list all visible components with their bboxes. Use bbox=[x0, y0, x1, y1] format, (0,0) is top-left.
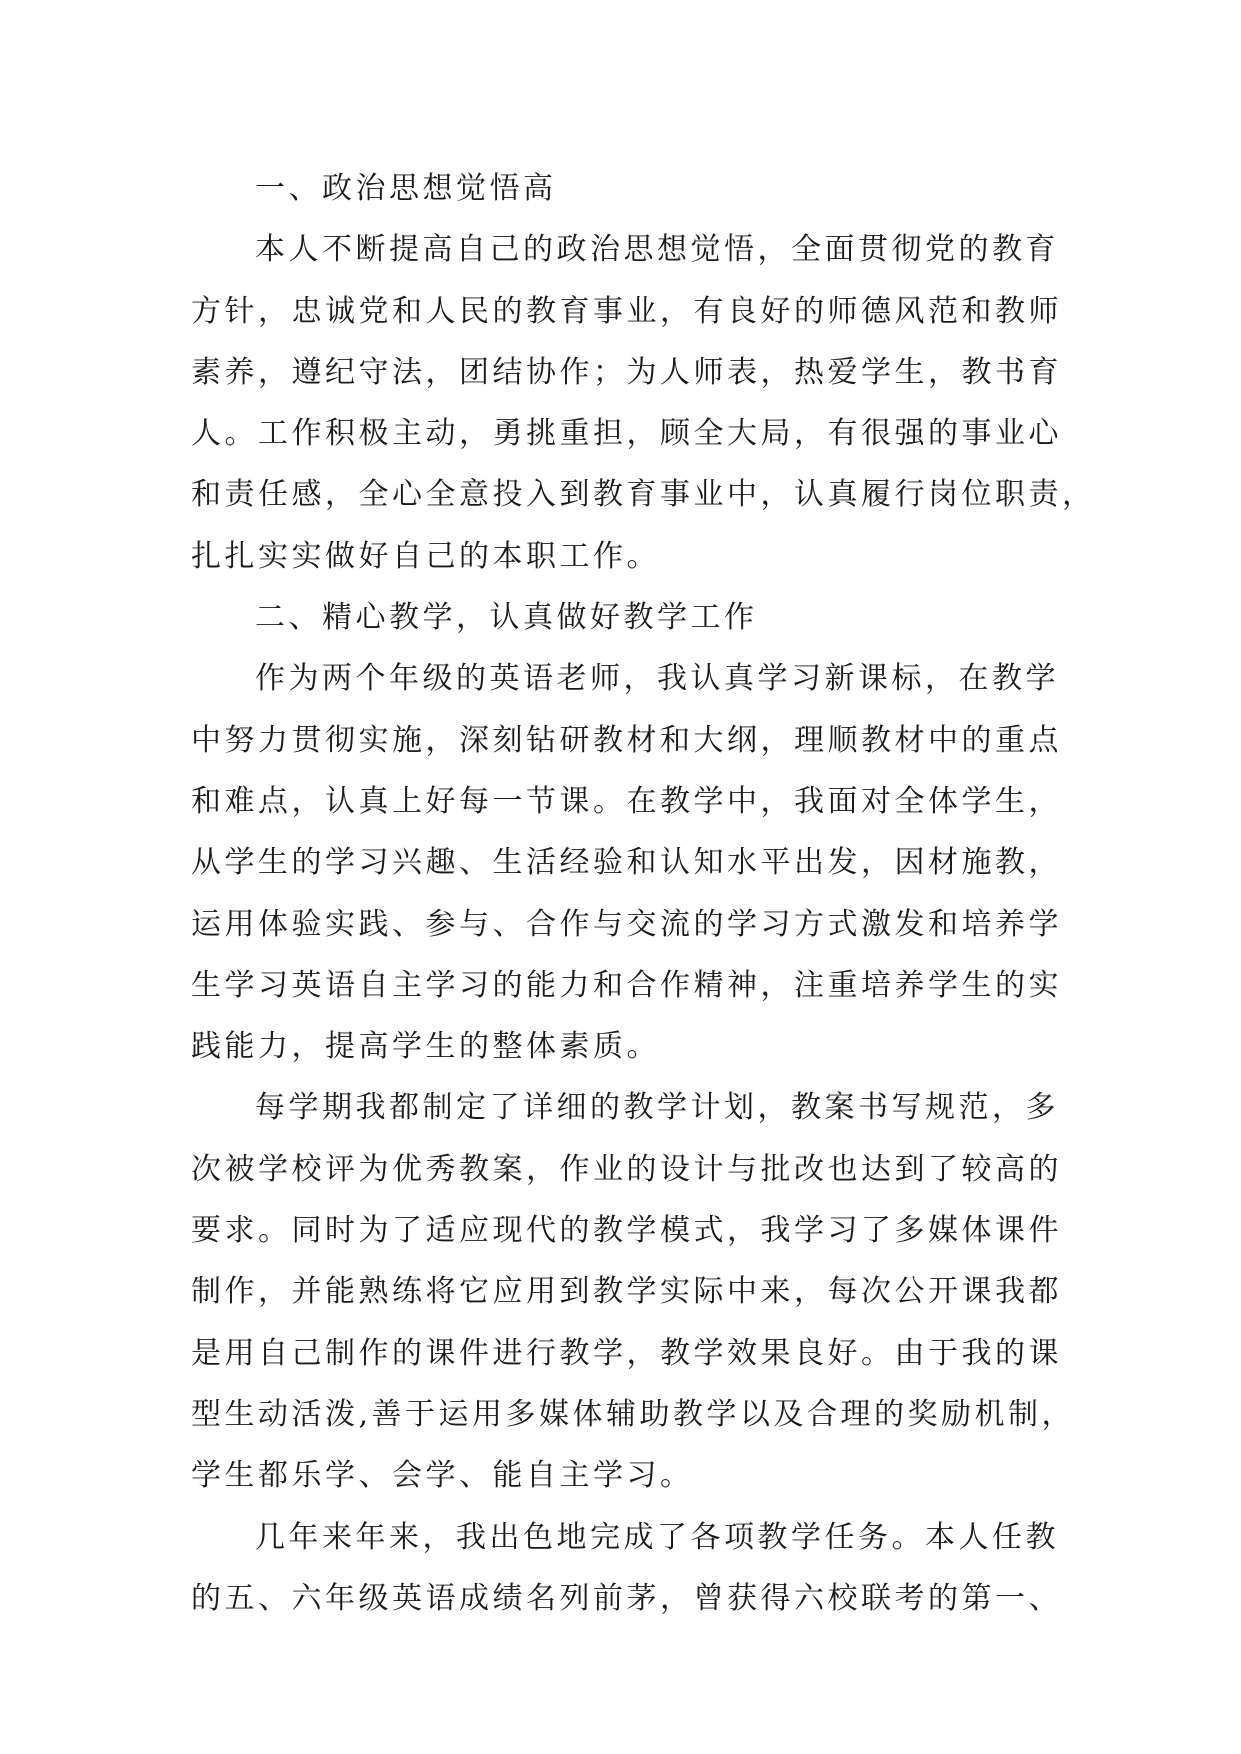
document-body bbox=[191, 158, 1096, 1629]
paragraph-line: 要求。同时为了适应现代的教学模式，我学习了多媒体课件 bbox=[191, 1213, 1062, 1249]
paragraph-line: 学生都乐学、会学、能自主学习。 bbox=[191, 1458, 694, 1494]
paragraph-line: 方针，忠诚党和人民的教育事业，有良好的师德风范和教师 bbox=[191, 293, 1062, 329]
paragraph-line: 中努力贯彻实施，深刻钻研教材和大纲，理顺教材中的重点 bbox=[191, 722, 1062, 758]
paragraph-line: 作为两个年级的英语老师，我认真学习新课标，在教学 bbox=[255, 661, 1059, 697]
paragraph-line: 是用自己制作的课件进行教学，教学效果良好。由于我的课 bbox=[191, 1335, 1062, 1371]
paragraph-line: 践能力，提高学生的整体素质。 bbox=[191, 1029, 660, 1065]
paragraph-line: 人。工作积极主动，勇挑重担，顾全大局，有很强的事业心 bbox=[191, 416, 1062, 452]
paragraph-line: 型生动活泼,善于运用多媒体辅助教学以及合理的奖励机制， bbox=[191, 1396, 1076, 1432]
paragraph-line: 扎扎实实做好自己的本职工作。 bbox=[191, 538, 660, 574]
paragraph-line: 和难点，认真上好每一节课。在教学中，我面对全体学生， bbox=[191, 783, 1062, 819]
paragraph-line: 的五、六年级英语成绩名列前茅，曾获得六校联考的第一、 bbox=[191, 1580, 1062, 1616]
section-heading-political: 一、政治思想觉悟高 bbox=[255, 171, 557, 206]
paragraph-line: 每学期我都制定了详细的教学计划，教案书写规范，多 bbox=[255, 1090, 1059, 1126]
section-heading-teaching: 二、精心教学，认真做好教学工作 bbox=[255, 600, 758, 636]
paragraph-line: 制作，并能熟练将它应用到教学实际中来，每次公开课我都 bbox=[191, 1274, 1062, 1310]
paragraph-line: 从学生的学习兴趣、生活经验和认知水平出发，因材施教， bbox=[191, 845, 1062, 881]
paragraph-line: 运用体验实践、参与、合作与交流的学习方式激发和培养学 bbox=[191, 906, 1062, 942]
paragraph-line: 和责任感，全心全意投入到教育事业中，认真履行岗位职责， bbox=[191, 477, 1096, 513]
paragraph-line: 素养，遵纪守法，团结协作；为人师表，热爱学生，教书育 bbox=[191, 354, 1062, 390]
paragraph-line: 生学习英语自主学习的能力和合作精神，注重培养学生的实 bbox=[191, 967, 1062, 1003]
paragraph-line: 本人不断提高自己的政治思想觉悟，全面贯彻党的教育 bbox=[255, 232, 1059, 268]
paragraph-line: 次被学校评为优秀教案，作业的设计与批改也达到了较高的 bbox=[191, 1151, 1062, 1187]
paragraph-line: 几年来年来，我出色地完成了各项教学任务。本人任教 bbox=[255, 1519, 1059, 1555]
